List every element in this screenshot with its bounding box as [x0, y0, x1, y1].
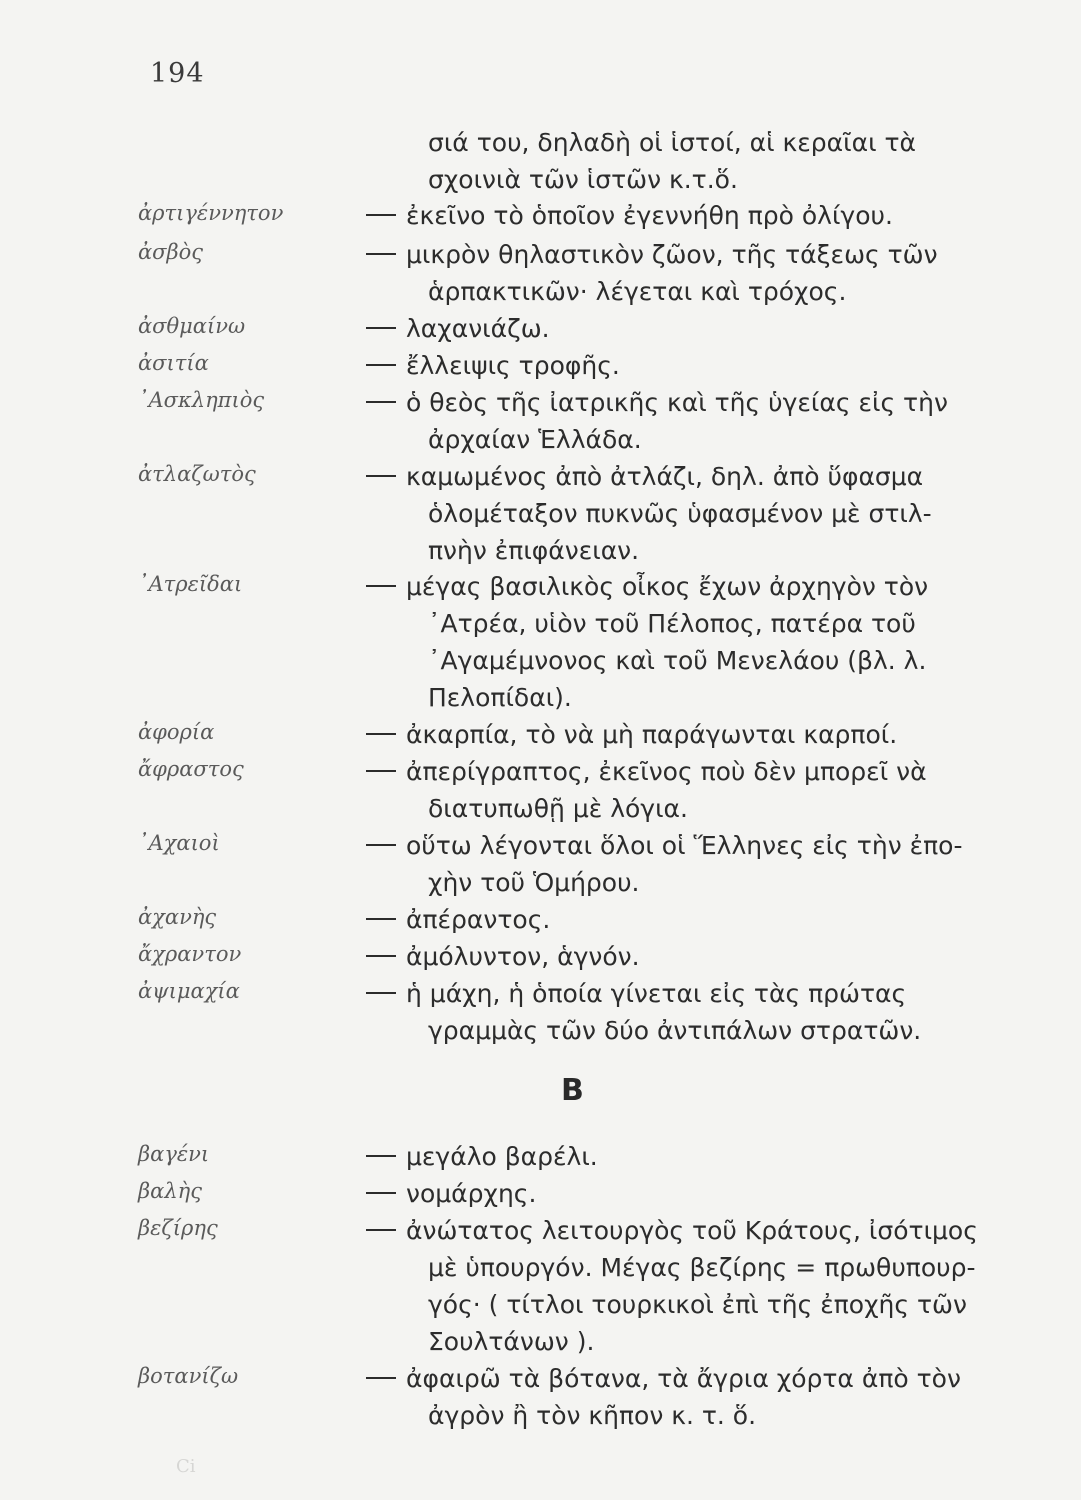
definition-text: ᾿Ατρέα, υἱὸν τοῦ Πέλοπος, πατέρα τοῦ: [428, 609, 916, 638]
definition-text: καμωμένος ἀπὸ ἀτλάζι, δηλ. ἀπὸ ὕφασμα: [406, 462, 924, 491]
em-dash-separator: [366, 214, 396, 216]
definition-text: ἔλλειψις τροφῆς.: [406, 351, 620, 380]
definition-line: [366, 901, 1046, 938]
definition-text: διατυπωθῇ μὲ λόγια.: [428, 794, 688, 823]
em-dash-separator: [366, 475, 396, 477]
definition-line: [366, 1397, 1046, 1434]
entry-definition: [366, 716, 1046, 753]
entry-headword: ἀφορία: [138, 720, 215, 744]
em-dash-separator: [366, 1155, 396, 1157]
definition-line: [366, 753, 1046, 790]
em-dash-separator: [366, 401, 396, 403]
entry-headword: βαλὴς: [138, 1179, 202, 1203]
definition-line: [366, 236, 1046, 273]
definition-line: [366, 679, 1046, 716]
entry-headword: βοτανίζω: [138, 1364, 239, 1388]
entry-headword: ἄφραστος: [138, 757, 244, 781]
definition-text: ἀγρὸν ἢ τὸν κῆπον κ. τ. ὅ.: [428, 1401, 757, 1430]
definition-text: ὁ θεὸς τῆς ἰατρικῆς καὶ τῆς ὑγείας εἰς τὴν: [406, 388, 948, 417]
entry-definition: [366, 458, 1046, 569]
em-dash-separator: [366, 327, 396, 329]
entry-headword: ἄχραντον: [138, 942, 242, 966]
definition-line: [366, 1360, 1046, 1397]
entry-headword: ἀψιμαχία: [138, 979, 240, 1003]
definition-line: [366, 384, 1046, 421]
faint-page-mark: Ci: [176, 1456, 196, 1477]
definition-text: Πελοπίδαι).: [428, 683, 572, 712]
entry-headword: ἀτλαζωτὸς: [138, 462, 256, 486]
entry-definition: [366, 975, 1046, 1049]
definition-line: [366, 975, 1046, 1012]
em-dash-separator: [366, 733, 396, 735]
entry-definition: [366, 1138, 1046, 1175]
definition-text: ἀφαιρῶ τὰ βότανα, τὰ ἄγρια χόρτα ἀπὸ τὸν: [406, 1364, 961, 1393]
definition-line: [366, 827, 1046, 864]
continued-line: σιά του, δηλαδὴ οἱ ἱστοί, αἱ κεραῖαι τὰ: [428, 128, 917, 157]
definition-text: ἀπέραντος.: [406, 905, 551, 934]
definition-text: ἁρπακτικῶν· λέγεται καὶ τρόχος.: [428, 277, 847, 306]
definition-text: Σουλτάνων ).: [428, 1327, 595, 1356]
entry-headword: ᾿Ασκληπιὸς: [138, 388, 265, 412]
entry-definition: [366, 384, 1046, 458]
definition-line: [366, 310, 1046, 347]
definition-text: λαχανιάζω.: [406, 314, 550, 343]
entry-headword: ἀχανὴς: [138, 905, 217, 929]
entry-definition: [366, 938, 1046, 975]
em-dash-separator: [366, 1377, 396, 1379]
definition-text: ἀπερίγραπτος, ἐκεῖνος ποὺ δὲν μπορεῖ νὰ: [406, 757, 927, 786]
definition-text: πνὴν ἐπιφάνειαν.: [428, 536, 640, 565]
entry-definition: [366, 1212, 1046, 1360]
definition-line: [366, 716, 1046, 753]
entry-headword: ἀσθμαίνω: [138, 314, 246, 338]
entry-definition: [366, 197, 1046, 234]
definition-text: νομάρχης.: [406, 1179, 537, 1208]
definition-line: [366, 197, 1046, 234]
entry-definition: [366, 753, 1046, 827]
section-letter: B: [561, 1073, 584, 1108]
definition-text: ὁλομέταξον πυκνῶς ὑφασμένον μὲ στιλ-: [428, 499, 932, 528]
em-dash-separator: [366, 918, 396, 920]
definition-line: [366, 1138, 1046, 1175]
entry-headword: ᾿Ατρεῖδαι: [138, 572, 243, 596]
entry-headword: βεζίρης: [138, 1216, 218, 1240]
definition-text: ἀκαρπία, τὸ νὰ μὴ παράγωνται καρποί.: [406, 720, 898, 749]
definition-text: ἐκεῖνο τὸ ὁποῖον ἐγεννήθη πρὸ ὀλίγου.: [406, 201, 893, 230]
definition-text: μικρὸν θηλαστικὸν ζῶον, τῆς τάξεως τῶν: [406, 240, 938, 269]
definition-text: ἀμόλυντον, ἁγνόν.: [406, 942, 640, 971]
definition-line: [366, 495, 1046, 532]
definition-text: οὕτω λέγονται ὅλοι οἱ Ἕλληνες εἰς τὴν ἐπο-: [406, 831, 963, 860]
entry-headword: βαγένι: [138, 1142, 210, 1166]
entry-headword: ἀσβὸς: [138, 240, 204, 264]
definition-line: [366, 864, 1046, 901]
continued-line: σχοινιὰ τῶν ἱστῶν κ.τ.ὅ.: [428, 165, 738, 194]
em-dash-separator: [366, 992, 396, 994]
definition-line: [366, 273, 1046, 310]
definition-line: [366, 1212, 1046, 1249]
definition-line: [366, 458, 1046, 495]
definition-text: ἡ μάχη, ἡ ὁποία γίνεται εἰς τὰς πρώτας: [406, 979, 907, 1008]
em-dash-separator: [366, 770, 396, 772]
definition-line: [366, 642, 1046, 679]
em-dash-separator: [366, 1229, 396, 1231]
definition-line: [366, 1249, 1046, 1286]
definition-line: [366, 1323, 1046, 1360]
definition-line: [366, 1012, 1046, 1049]
em-dash-separator: [366, 585, 396, 587]
entry-definition: [366, 310, 1046, 347]
definition-text: ᾿Αγαμέμνονος καὶ τοῦ Μενελάου (βλ. λ.: [428, 646, 927, 675]
entry-definition: [366, 1360, 1046, 1434]
entry-definition: [366, 568, 1046, 716]
em-dash-separator: [366, 253, 396, 255]
definition-line: [366, 347, 1046, 384]
definition-line: [366, 532, 1046, 569]
definition-text: μέγας βασιλικὸς οἶκος ἔχων ἀρχηγὸν τὸν: [406, 572, 929, 601]
em-dash-separator: [366, 1192, 396, 1194]
definition-text: ἀνώτατος λειτουργὸς τοῦ Κράτους, ἰσότιμος: [406, 1216, 978, 1245]
entry-definition: [366, 236, 1046, 310]
em-dash-separator: [366, 364, 396, 366]
page-number: 194: [150, 58, 205, 89]
definition-text: μὲ ὑπουργόν. Μέγας βεζίρης = πρωθυπουρ-: [428, 1253, 976, 1282]
definition-text: μεγάλο βαρέλι.: [406, 1142, 598, 1171]
entry-definition: [366, 901, 1046, 938]
entry-headword: ἀσιτία: [138, 351, 209, 375]
definition-line: [366, 1175, 1046, 1212]
entry-definition: [366, 1175, 1046, 1212]
definition-line: [366, 605, 1046, 642]
definition-text: ἀρχαίαν Ἑλλάδα.: [428, 425, 642, 454]
definition-line: [366, 790, 1046, 827]
definition-line: [366, 1286, 1046, 1323]
definition-line: [366, 568, 1046, 605]
continued-definition: [428, 124, 1038, 198]
em-dash-separator: [366, 844, 396, 846]
entry-definition: [366, 827, 1046, 901]
definition-line: [366, 938, 1046, 975]
definition-text: γραμμὰς τῶν δύο ἀντιπάλων στρατῶν.: [428, 1016, 922, 1045]
entry-headword: ᾿Αχαιοὶ: [138, 831, 220, 855]
entry-definition: [366, 347, 1046, 384]
definition-text: χὴν τοῦ Ὁμήρου.: [428, 868, 640, 897]
definition-line: [366, 421, 1046, 458]
entry-headword: ἀρτιγέννητον: [138, 201, 284, 225]
em-dash-separator: [366, 955, 396, 957]
definition-text: γός· ( τίτλοι τουρκικοὶ ἐπὶ τῆς ἐποχῆς τῶν: [428, 1290, 967, 1319]
